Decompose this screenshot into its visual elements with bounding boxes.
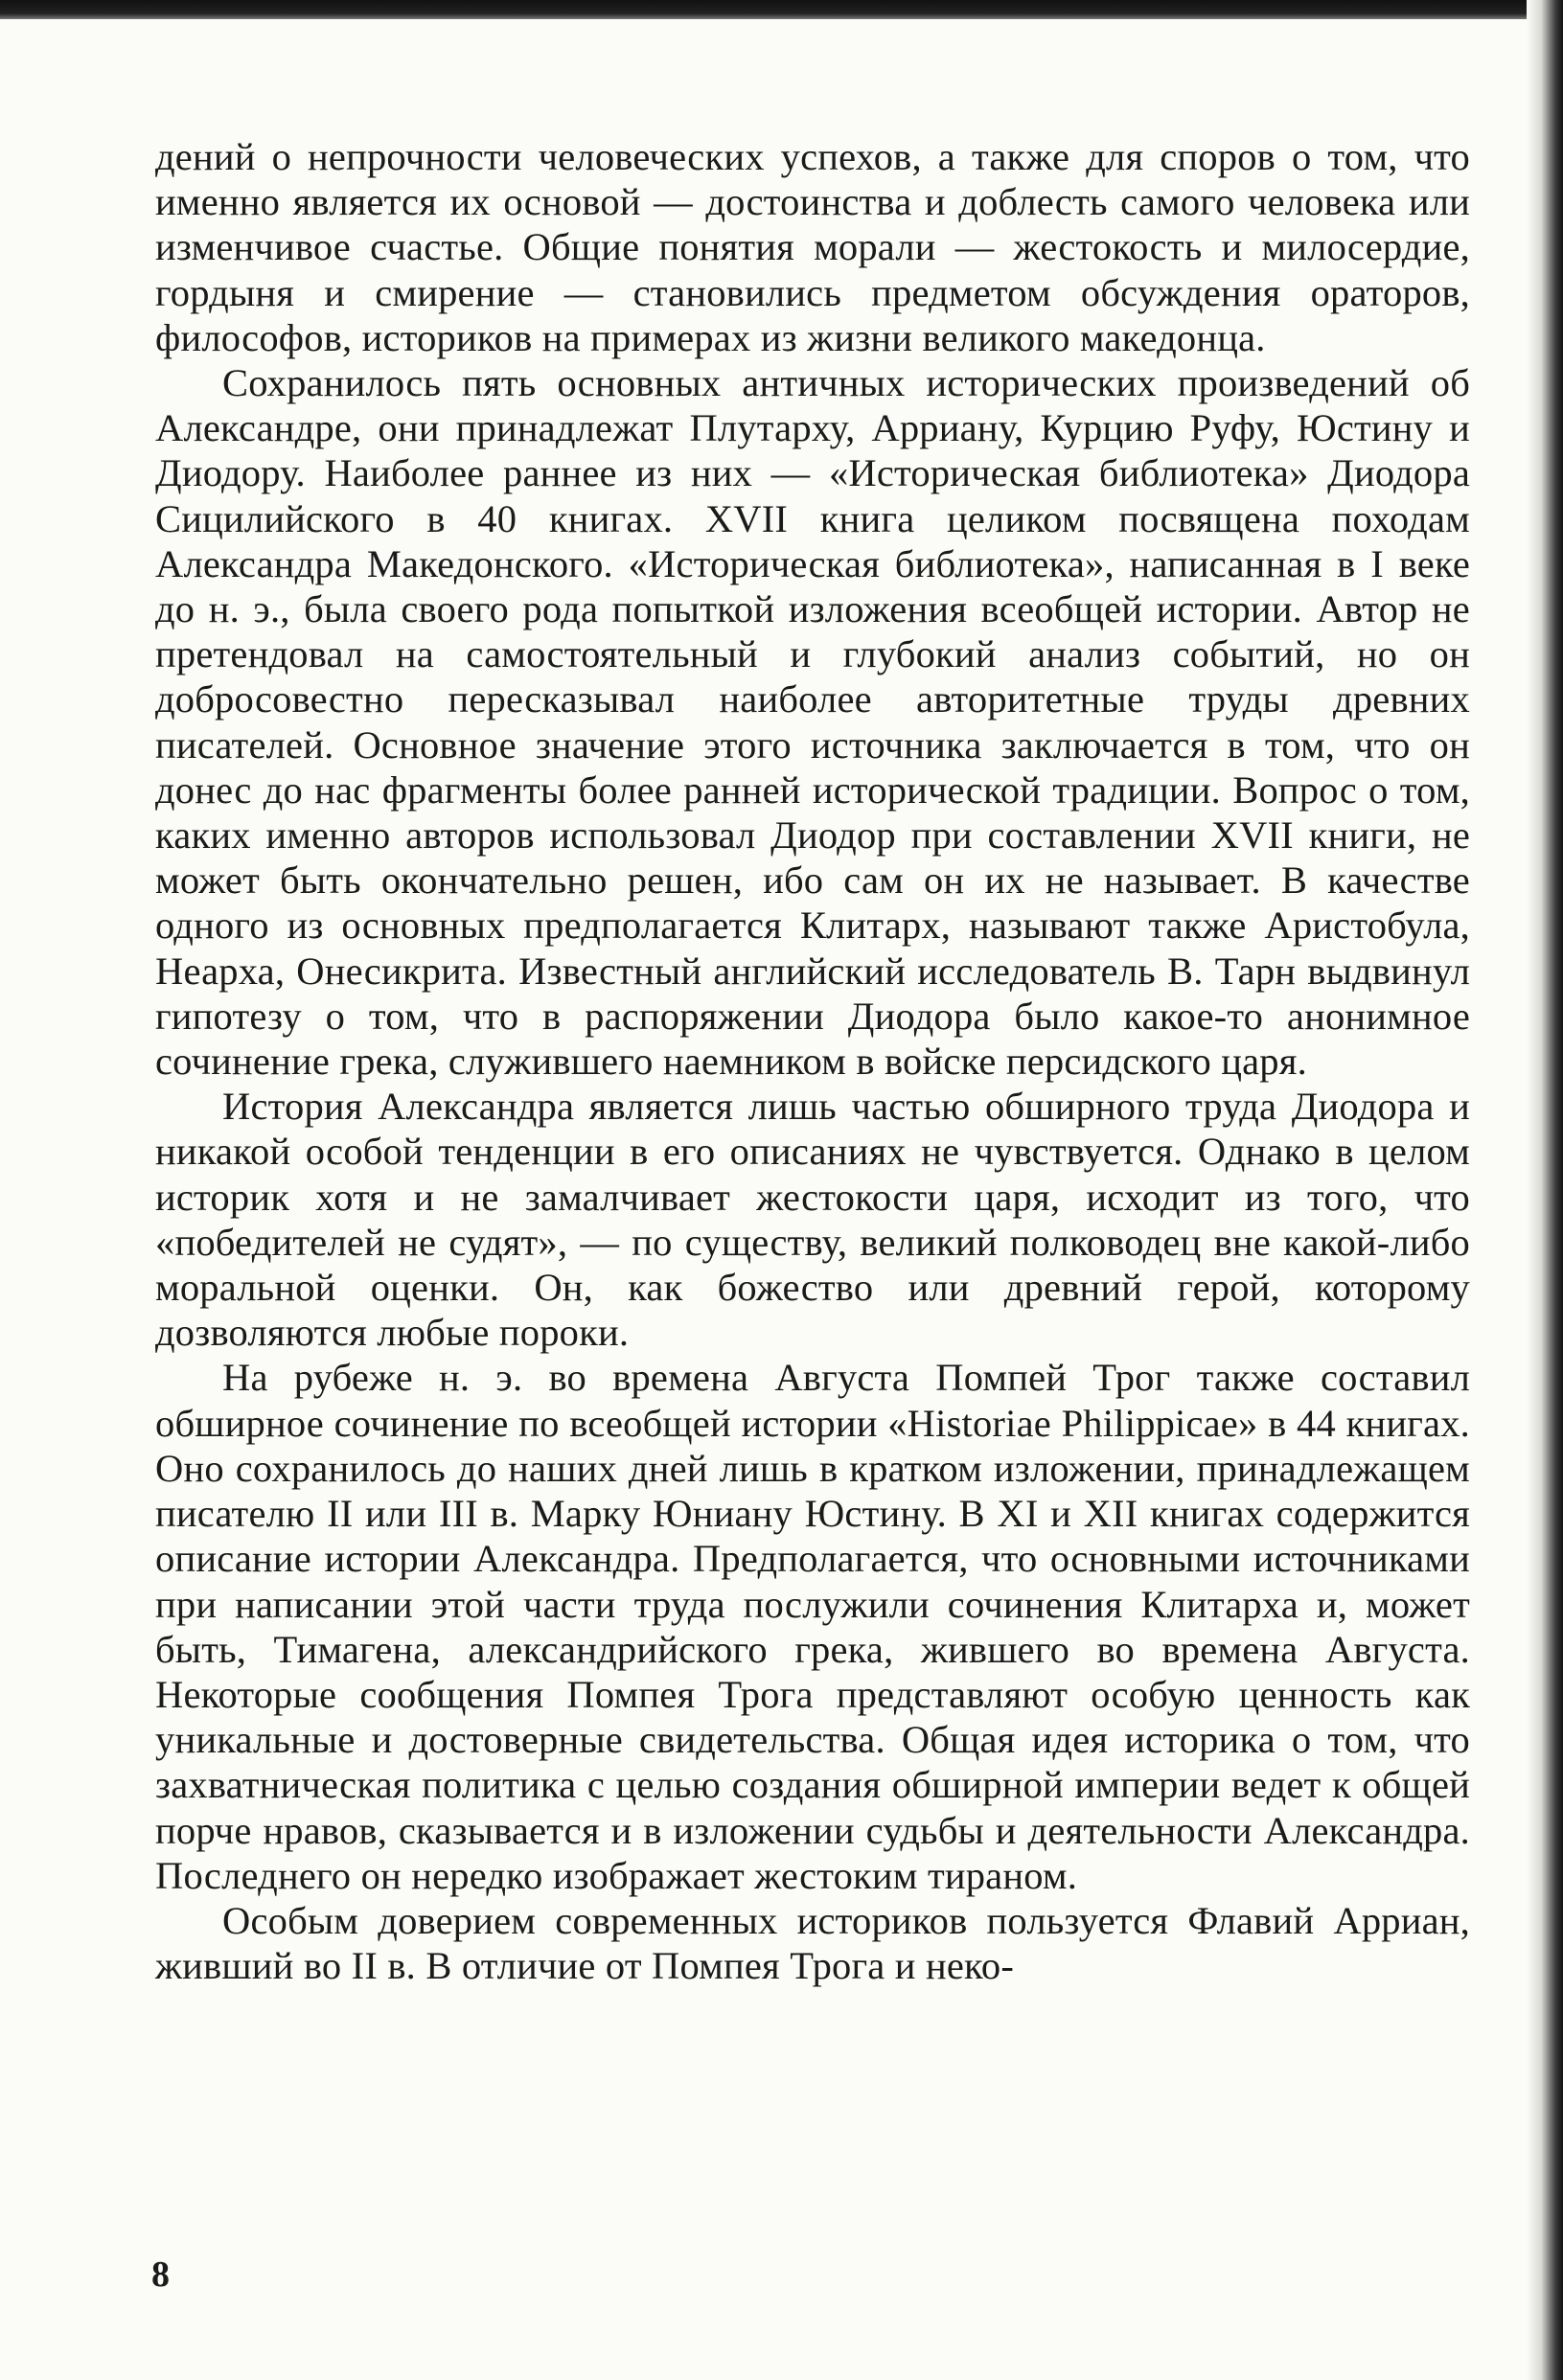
body-text <box>155 134 1470 1988</box>
paragraph-4: На рубеже н. э. во времена Августа Помпей Трог также составил обширное сочинение по всеобщей истории «Historiae Philippicae» в 44 книгах. Оно сохранилось до наших дней лишь в кратком изложении, принадлежащем писателю II или III в. Марку Юниану Юстину. В XI и XII книгах содержится описание истории Александра. Предполагается, что основными источниками при написании этой части труда послужили сочинения Клитарха и, может быть, Тимагена, александрийского грека, жившего во времена Августа. Некоторые сообщения Помпея Трога представляют особую ценность как уникальные и достоверные свидетельства. Общая идея историка о том, что захватническая политика с целью создания обширной империи ведет к общей порче нравов, сказывается и в изложении судьбы и деятельности Александра. Последнего он нередко изображает жестоким тираном. <box>155 1356 1470 1897</box>
paragraph-1: дений о непрочности человеческих успехов, а также для споров о том, что именно является их основой — достоинства и доблесть самого человека или изменчивое счастье. Общие понятия морали — жестокость и милосердие, гордыня и смирение — становились предметом обсуждения ораторов, философов, историков на примерах из жизни великого македонца. <box>155 135 1470 359</box>
top-edge-shadow <box>0 0 1563 19</box>
page-number: 8 <box>151 2254 170 2295</box>
paragraph-5: Особым доверием современных историков пользуется Флавий Арриан, живший во II в. В отличие от Помпея Трога и неко- <box>155 1898 1470 1988</box>
paragraph-3: История Александра является лишь частью обширного труда Диодора и никакой особой тенденции в его описаниях не чувствуется. Однако в целом историк хотя и не замалчивает жестокости царя, исходит из того, что «победителей не судят», — по существу, великий полководец вне какой-либо моральной оценки. Он, как божество или древний герой, которому дозволяются любые пороки. <box>155 1085 1470 1355</box>
paragraph-2: Сохранилось пять основных античных исторических произведений об Александре, они принадлежат Плутарху, Арриану, Курцию Руфу, Юстину и Диодору. Наиболее раннее из них — «Историческая библиотека» Диодора Сицилийского в 40 книгах. XVII книга целиком посвящена походам Александра Македонского. «Историческая библиотека», написанная в I веке до н. э., была своего рода попыткой изложения всеобщей истории. Автор не претендовал на самостоятельный и глубокий анализ событий, но он добросовестно пересказывал наиболее авторитетные труды древних писателей. Основное значение этого источника заключается в том, что он донес до нас фрагменты более ранней исторической традиции. Вопрос о том, каких именно авторов использовал Диодор при составлении XVII книги, не может быть окончательно решен, ибо сам он их не называет. В качестве одного из основных предполагается Клитарх, называют также Аристобула, Неарха, Онесикрита. Известный английский исследователь В. Тарн выдвинул гипотезу о том, что в распоряжении Диодора было какое-то анонимное сочинение грека, служившего наемником в войске персидского царя. <box>155 361 1470 1084</box>
right-edge-shadow <box>1527 0 1563 2380</box>
